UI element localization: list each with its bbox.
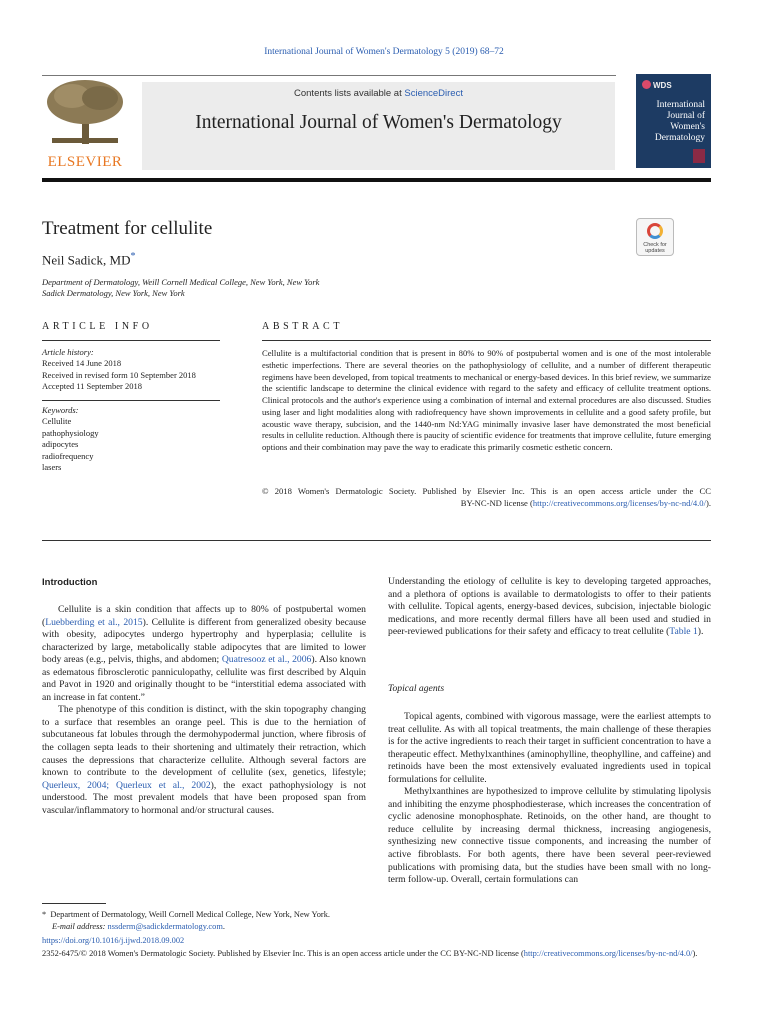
affiliation: Sadick Dermatology, New York, New York	[42, 288, 185, 298]
author-line	[42, 251, 135, 268]
email-link[interactable]: nssderm@sadickdermatology.com	[107, 921, 223, 931]
cover-emblem-icon	[693, 149, 705, 163]
keyword: radiofrequency	[42, 450, 94, 461]
paragraph: Methylxanthines are hypothesized to improve cellulite by stimulating lipolysis and inhibiting the enzyme phosphodiesterase, which increases the concentration of cyclic adenosine monophosphate. Retinoids, on the other hand, are thought to reduce cellulite by increasing dermal thickness, increasing angiogenesis, synthesizing new connective tissue components, and increasing the number of active fibroblasts. For both agents, there have been several peer-reviewed publications with promising data, but the studies have been small with no long-term follow-up. Overall, certain formulations can	[388, 786, 711, 886]
divider	[42, 540, 711, 541]
abstract-heading: ABSTRACT	[262, 321, 344, 332]
affiliations	[42, 277, 319, 299]
journal-title[interactable]: International Journal of Women's Dermatology	[195, 112, 562, 133]
table-link[interactable]: Table 1	[669, 626, 698, 638]
sciencedirect-link[interactable]: ScienceDirect	[404, 88, 463, 99]
divider	[42, 340, 220, 341]
keyword: Cellulite	[42, 416, 72, 427]
publisher-wordmark: ELSEVIER	[47, 154, 123, 170]
elsevier-logo	[42, 76, 128, 170]
paragraph: The phenotype of this condition is distinct, with the skin topography changing to a surface that resembles an orange peel. This is due to the herniation of subcutaneous fat lobules through the dermohypodermal junction, where fibrosis of the collagen septa leads to their shortening and ultimately their retraction, which causes the depressions that characterize cellulite. Although several factors are known to contribute to the development of cellulite (sex, genetics, lifestyle; Querleux, 2004; Querleux et al., 2002), the exact pathophysiology is not understood. The most prevalent models that have been proposed span from vascular/inflammatory to hormonal and/or structural causes.	[42, 704, 366, 816]
footnote-rule	[42, 903, 106, 904]
tree-icon	[42, 76, 128, 170]
divider	[262, 340, 711, 341]
keyword: lasers	[42, 462, 62, 473]
article-title: Treatment for cellulite	[42, 218, 213, 239]
crossmark-icon	[647, 223, 663, 239]
affiliation: Department of Dermatology, Weill Cornell Medical College, New York, New York	[42, 277, 320, 287]
check-for-updates-button[interactable]: Check for updates	[636, 218, 674, 256]
keywords: Keywords: Cellulite pathophysiology adipocytes radiofrequency lasers	[42, 405, 222, 473]
paragraph: Topical agents, combined with vigorous massage, were the earliest attempts to treat cellulite. As with all topical treatments, the main challenge of these therapies is for the active ingredients to reach their target in sufficient concentration to have a therapeutic effect. Methylxanthines (aminophylline, theophylline, and caffeine) and retinoids have been the most extensively evaluated ingredients used in topical formulations for cellulite.	[388, 711, 711, 785]
citation-link[interactable]: Querleux, 2004; Querleux et al., 2002	[42, 779, 211, 791]
cover-title: International Journal of Women's Dermatology	[654, 100, 705, 143]
journal-reference[interactable]: International Journal of Women's Dermatology 5 (2019) 68–72	[264, 47, 504, 57]
paragraph: Understanding the etiology of cellulite is key to developing targeted approaches, and a plethora of options is available to dermatologists to offer to their patients with cellulite. Topical agents, energy-based devices, subcision, injectable biologic medications, and more recently dermal fillers have all been used and studied in peer-reviewed publications for their safety and efficacy to treat cellulite (Table 1).	[388, 576, 711, 638]
license-link[interactable]: http://creativecommons.org/licenses/by-nc-nd/4.0/	[532, 497, 706, 508]
citation-link[interactable]: Quatresooz et al., 2006	[221, 654, 312, 666]
topical-agents-heading: Topical agents	[388, 683, 445, 694]
introduction-heading: Introduction	[42, 577, 98, 588]
author-footnote-link[interactable]: *	[130, 251, 136, 262]
header-rule	[42, 75, 616, 76]
author-footnote: * Department of Dermatology, Weill Cornell Medical College, New York, New York. E-mail address: nssderm@sadickdermatology.com.	[42, 910, 330, 931]
keyword: adipocytes	[42, 439, 79, 450]
cover-badge: WDS	[642, 80, 672, 90]
divider	[42, 400, 220, 401]
issn-license-line: 2352-6475/© 2018 Women's Dermatologic Society. Published by Elsevier Inc. This is an open access article under the CC BY-NC-ND license (http://creativecommons.org/licenses/by-nc-nd/4.0/).	[42, 949, 698, 958]
license-link[interactable]: http://creativecommons.org/licenses/by-nc-nd/4.0/	[523, 949, 693, 958]
left-column	[42, 604, 366, 817]
wds-logo-icon	[642, 80, 651, 89]
keyword: pathophysiology	[42, 427, 99, 438]
right-column	[388, 576, 711, 639]
contents-line: Contents lists available at ScienceDirect	[294, 88, 463, 99]
abstract-text: Cellulite is a multifactorial condition that is present in 80% to 90% of postpubertal women and is one of the most intolerable esthetic imperfections. There are several theories on the pathophysiology of cellulite, and a number of different therapeutic regimens have been developed, from topical treatments to mechanical or energy-based devices. In this brief review, we summarize the scientific landscape to determine the clinical evidence with regard to the safety and efficacy of cellulite treatment options. Clinical protocols and the author's experience using a combination of internal and external procedures are also discussed. Studies using laser and light modalities along with radiofrequency have shown improvements in cellulite and a good safety profile, but acoustic wave therapy, subcision, and the 1440-nm Nd:YAG minimally invasive laser have demonstrated the most beneficial results in cellulite reduction. Although there is paucity of scientific evidence for treatments that improve cellulite, future emerging options and their combination may pave the way to eradicate this primarily cosmetic esthetic concern.	[262, 348, 711, 452]
right-column-continued	[388, 711, 711, 887]
header-thick-rule	[42, 178, 711, 182]
citation-link[interactable]: Luebberding et al., 2015	[45, 616, 143, 628]
journal-cover[interactable]	[636, 74, 711, 168]
author-name: Neil Sadick, MD	[42, 252, 131, 268]
abstract-copyright: © 2018 Women's Dermatologic Society. Published by Elsevier Inc. This is an open access article under the CC BY-NC-ND license (http://creativecommons.org/licenses/by-nc-nd/4.0/).	[262, 486, 711, 508]
article-history: Article history: Received 14 June 2018 Received in revised form 10 September 2018 Accepted 11 September 2018	[42, 347, 196, 392]
doi-link[interactable]: https://doi.org/10.1016/j.ijwd.2018.09.002	[42, 936, 185, 945]
paragraph: Cellulite is a skin condition that affects up to 80% of postpubertal women (Luebberding et al., 2015). Cellulite is different from generalized obesity because with obesity, adipocytes undergo hypertrophy and hyperplasia; cellulite is characterized by large, metabolically stable adipocytes that are limited to lower body areas (e.g., pelvis, thighs, and abdomen; Quatresooz et al., 2006). Also known as edematous fibrosclerotic panniculopathy, cellulite was first described by Alquin and Pavot in 1920 and originally thought to be “interstitial edema associated with an increase in fat content.”	[42, 604, 366, 703]
journal-banner	[142, 82, 615, 170]
article-info-heading: ARTICLE INFO	[42, 321, 153, 332]
